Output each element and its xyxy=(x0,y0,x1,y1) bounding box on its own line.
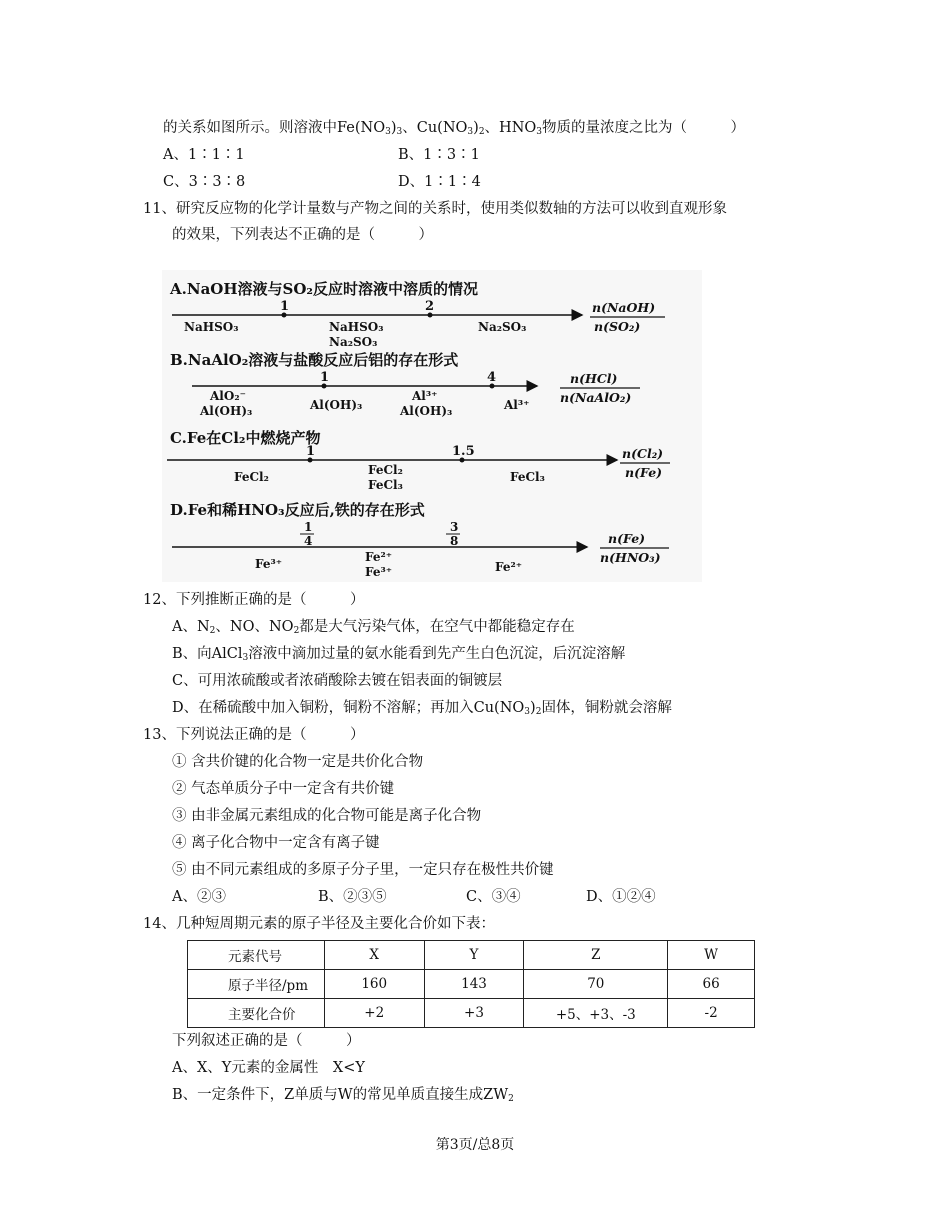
table-cell: W xyxy=(668,941,755,970)
diagram-d-region-3: Fe²⁺ xyxy=(495,560,523,574)
q14-stem: 14、几种短周期元素的原子半径及主要化合价如下表： xyxy=(143,916,495,932)
q14-option-a: A、X、Y元素的金属性 X<Y xyxy=(172,1060,365,1076)
diagram-a-ratio-num: n(NaOH) xyxy=(592,300,656,315)
q10-option-c: C、3∶3∶8 xyxy=(163,174,246,190)
q13-statement-3: ③ 由非金属元素组成的化合物可能是离子化合物 xyxy=(172,808,482,824)
diagram-d-tick-1-den: 4 xyxy=(304,534,313,548)
diagram-b-title: B.NaAlO₂溶液与盐酸反应后铝的存在形式 xyxy=(170,351,459,369)
q13-statement-1: ① 含共价键的化合物一定是共价化合物 xyxy=(172,754,424,770)
element-data-table xyxy=(187,940,755,1028)
diagram-c-region-3: FeCl₃ xyxy=(510,470,545,484)
diagram-c-ratio-den: n(Fe) xyxy=(625,465,663,480)
diagram-d-tick-2-den: 8 xyxy=(450,534,459,548)
q11-stem-line2: 的效果，下列表达不正确的是（ ） xyxy=(172,227,433,243)
diagram-a-region-2a: NaHSO₃ xyxy=(329,320,384,334)
diagram-d-ratio-num: n(Fe) xyxy=(608,531,646,546)
diagram-c-region-2b: FeCl₃ xyxy=(368,478,403,492)
table-cell: 143 xyxy=(424,970,524,999)
table-cell: X xyxy=(324,941,424,970)
table-cell: 70 xyxy=(524,970,668,999)
q12-option-b: B、向AlCl$_3$溶液中滴加过量的氨水能看到先产生白色沉淀，后沉淀溶解 xyxy=(172,646,626,663)
diagram-b-region-4: Al³⁺ xyxy=(504,398,530,412)
diagram-c-tick-1: 1 xyxy=(306,444,316,459)
table-cell: +2 xyxy=(324,999,424,1028)
diagram-d-tick-1-num: 1 xyxy=(304,520,313,534)
diagram-c-region-2a: FeCl₂ xyxy=(368,463,403,477)
q11-stem-line1: 11、研究反应物的化学计量数与产物之间的关系时，使用类似数轴的方法可以收到直观形象 xyxy=(143,201,727,217)
diagram-d-title: D.Fe和稀HNO₃反应后,铁的存在形式 xyxy=(170,501,425,519)
diagram-a-tick-2: 2 xyxy=(425,299,435,314)
q13-option-b: B、②③⑤ xyxy=(318,889,387,905)
q12-option-a: A、$N_2$、NO、$NO_2$都是大气污染气体，在空气中都能稳定存在 xyxy=(172,619,575,636)
diagram-a-title: A.NaOH溶液与SO₂反应时溶液中溶质的情况 xyxy=(170,280,478,298)
diagram-b-region-2: Al(OH)₃ xyxy=(310,398,363,412)
table-row xyxy=(188,941,755,970)
q10-option-a: A、1∶1∶1 xyxy=(163,147,245,163)
q10-option-b: B、1∶3∶1 xyxy=(398,147,480,163)
diagram-b-region-1b: Al(OH)₃ xyxy=(200,404,253,418)
diagram-c-region-1: FeCl₂ xyxy=(234,470,269,484)
table-cell: 主要化合价 xyxy=(188,999,325,1028)
q13-stem: 13、下列说法正确的是（ ） xyxy=(143,727,365,743)
number-line-diagram xyxy=(162,270,702,582)
q13-statement-5: ⑤ 由不同元素组成的多原子分子里，一定只存在极性共价键 xyxy=(172,862,554,878)
diagram-a-ratio-den: n(SO₂) xyxy=(594,319,641,334)
table-cell: -2 xyxy=(668,999,755,1028)
q13-option-a: A、②③ xyxy=(172,889,226,905)
diagram-c-tick-2: 1.5 xyxy=(452,444,475,459)
diagram-b-region-3b: Al(OH)₃ xyxy=(400,404,453,418)
diagram-c-title: C.Fe在Cl₂中燃烧产物 xyxy=(170,429,321,447)
q12-option-d: D、在稀硫酸中加入铜粉，铜粉不溶解；再加入$Cu(NO_3)_2$固体，铜粉就会溶解 xyxy=(172,700,672,717)
q14-option-b: B、一定条件下，Z单质与W的常见单质直接生成$ZW_2$ xyxy=(172,1087,514,1104)
diagram-d-region-2a: Fe²⁺ xyxy=(365,550,393,564)
q13-option-c: C、③④ xyxy=(466,889,521,905)
diagram-a-region-2b: Na₂SO₃ xyxy=(329,335,378,349)
table-cell: 160 xyxy=(324,970,424,999)
q13-options xyxy=(172,887,656,907)
q13-statement-4: ④ 离子化合物中一定含有离子键 xyxy=(172,835,380,851)
q12-stem: 12、下列推断正确的是（ ） xyxy=(143,592,365,608)
diagram-a-tick-1: 1 xyxy=(280,299,290,314)
diagram-b-tick-1: 1 xyxy=(320,370,330,385)
diagram-b-ratio-den: n(NaAlO₂) xyxy=(560,390,632,405)
q12-option-c: C、可用浓硫酸或者浓硝酸除去镀在铝表面的铜镀层 xyxy=(172,673,503,689)
page-footer: 第3页/总8页 xyxy=(435,1137,515,1153)
table-cell: +5、+3、-3 xyxy=(524,999,668,1028)
diagram-b-ratio-num: n(HCl) xyxy=(570,371,618,386)
diagram-d-ratio-den: n(HNO₃) xyxy=(600,550,661,565)
table-row xyxy=(188,970,755,999)
q10-continuation: 的关系如图所示。则溶液中$Fe(NO_3)_3$、$Cu(NO_3)_2$、$HNO_3$物质的量浓度之比为（ ） xyxy=(163,120,746,137)
diagram-a-region-1: NaHSO₃ xyxy=(184,320,239,334)
diagram-a-region-3: Na₂SO₃ xyxy=(478,320,527,334)
q13-option-d: D、①②④ xyxy=(586,889,656,905)
diagram-b-region-1a: AlO₂⁻ xyxy=(210,389,246,403)
table-cell: 66 xyxy=(668,970,755,999)
diagram-b-tick-2: 4 xyxy=(487,370,497,385)
q10-option-d: D、1∶1∶4 xyxy=(398,174,481,190)
table-cell: 原子半径/pm xyxy=(188,970,325,999)
table-row xyxy=(188,999,755,1028)
diagram-c-ratio-num: n(Cl₂) xyxy=(622,446,664,461)
diagram-d-tick-2-num: 3 xyxy=(450,520,459,534)
table-cell: +3 xyxy=(424,999,524,1028)
q14-follow-up: 下列叙述正确的是（ ） xyxy=(172,1033,361,1049)
table-cell: Y xyxy=(424,941,524,970)
table-cell: 元素代号 xyxy=(188,941,325,970)
diagram-b-region-3a: Al³⁺ xyxy=(412,389,438,403)
diagram-d-region-1: Fe³⁺ xyxy=(255,557,283,571)
diagram-d-region-2b: Fe³⁺ xyxy=(365,565,393,579)
table-cell: Z xyxy=(524,941,668,970)
q13-statement-2: ② 气态单质分子中一定含有共价键 xyxy=(172,781,395,797)
